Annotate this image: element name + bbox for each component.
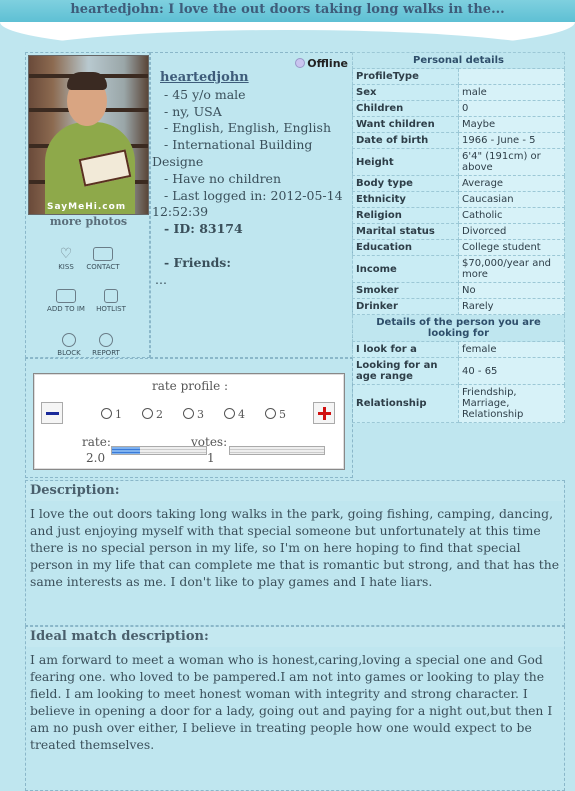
children-info: - Have no children bbox=[164, 170, 282, 186]
looking-for-key: Relationship bbox=[353, 385, 459, 423]
detail-key: Want children bbox=[353, 117, 459, 133]
detail-row bbox=[353, 101, 565, 117]
detail-key: Sex bbox=[353, 85, 459, 101]
profile-photo[interactable] bbox=[28, 55, 149, 215]
detail-key: Children bbox=[353, 101, 459, 117]
occupation: - International Building Designe bbox=[152, 137, 313, 169]
photo-panel bbox=[25, 52, 150, 358]
detail-value: Average bbox=[459, 176, 565, 192]
rate-option-4[interactable] bbox=[224, 408, 245, 421]
detail-row bbox=[353, 149, 565, 176]
rate-bar-fill bbox=[112, 447, 140, 454]
looking-for-row bbox=[353, 342, 565, 358]
rate-option-label: 3 bbox=[197, 408, 204, 421]
profile-id bbox=[152, 221, 352, 238]
profile-id-value: 83174 bbox=[199, 221, 243, 237]
detail-value bbox=[459, 69, 565, 85]
detail-key: Education bbox=[353, 240, 459, 256]
looking-for-title: Details of the person you are looking for bbox=[353, 315, 565, 342]
last-logged: - Last logged in: 2012-05-14 12:52:39 bbox=[152, 187, 343, 220]
detail-row bbox=[353, 224, 565, 240]
chat-icon bbox=[56, 289, 76, 303]
votes-bar bbox=[229, 446, 325, 455]
rate-value: 2.0 bbox=[86, 451, 106, 465]
ideal-match-title: Ideal match description: bbox=[26, 627, 564, 647]
rate-option-label: 5 bbox=[279, 408, 286, 421]
rate-option-3[interactable] bbox=[183, 408, 204, 421]
detail-value: 6'4" (191cm) or above bbox=[459, 149, 565, 176]
detail-key: Income bbox=[353, 256, 459, 283]
report-icon bbox=[99, 333, 113, 347]
profile-info-panel bbox=[150, 52, 353, 358]
looking-for-value: female bbox=[459, 342, 565, 358]
rate-increase-button[interactable] bbox=[313, 402, 335, 424]
rate-option-2[interactable] bbox=[142, 408, 163, 421]
description-section bbox=[25, 480, 565, 626]
looking-for-row bbox=[353, 385, 565, 423]
detail-key: Body type bbox=[353, 176, 459, 192]
languages: - English, English, English bbox=[164, 120, 332, 136]
description-title: Description: bbox=[26, 481, 564, 501]
friends-more[interactable]: ... bbox=[155, 271, 167, 287]
detail-key: Ethnicity bbox=[353, 192, 459, 208]
detail-row bbox=[353, 256, 565, 283]
detail-value: male bbox=[459, 85, 565, 101]
detail-value: Catholic bbox=[459, 208, 565, 224]
kiss-label: KISS bbox=[58, 263, 74, 271]
looking-for-value: 40 - 65 bbox=[459, 358, 565, 385]
description-text: I love the out doors taking long walks in the park, going fishing, camping, dancing, and just enjoying myself with that special someone but unfortunately at this time there is no special person in my life, so I'm on here hoping to find that special person in my life that can complete me that is romantic but strong, and that has the same interests as me. I don't like to play games and I hate liars. bbox=[30, 506, 560, 589]
location: - ny, USA bbox=[164, 103, 222, 119]
detail-value: $70,000/year and more bbox=[459, 256, 565, 283]
rate-option-1[interactable] bbox=[101, 408, 122, 421]
detail-value: Caucasian bbox=[459, 192, 565, 208]
detail-row bbox=[353, 240, 565, 256]
detail-row bbox=[353, 85, 565, 101]
rate-profile-box bbox=[33, 373, 345, 470]
detail-value: 0 bbox=[459, 101, 565, 117]
age-gender: - 45 y/o male bbox=[164, 86, 246, 102]
detail-row bbox=[353, 283, 565, 299]
contact-button[interactable] bbox=[78, 247, 128, 271]
add-to-im-label: ADD TO IM bbox=[47, 305, 85, 313]
detail-row bbox=[353, 176, 565, 192]
detail-key: Marital status bbox=[353, 224, 459, 240]
looking-for-row bbox=[353, 358, 565, 385]
rate-option-label: 4 bbox=[238, 408, 245, 421]
status-text: Offline bbox=[307, 57, 348, 70]
detail-row bbox=[353, 133, 565, 149]
rate-option-5[interactable] bbox=[265, 408, 286, 421]
detail-key: Religion bbox=[353, 208, 459, 224]
detail-value: College student bbox=[459, 240, 565, 256]
block-label: BLOCK bbox=[57, 349, 81, 357]
detail-value: 1966 - June - 5 bbox=[459, 133, 565, 149]
page-title: heartedjohn: I love the out doors taking long walks in the... bbox=[70, 2, 505, 17]
votes-value: 1 bbox=[207, 451, 215, 465]
status-dot-icon bbox=[295, 58, 305, 68]
detail-key: Smoker bbox=[353, 283, 459, 299]
detail-key: ProfileType bbox=[353, 69, 459, 85]
detail-key: Date of birth bbox=[353, 133, 459, 149]
detail-row bbox=[353, 117, 565, 133]
detail-value: Maybe bbox=[459, 117, 565, 133]
rate-option-label: 1 bbox=[115, 408, 122, 421]
looking-for-value: Friendship, Marriage, Relationship bbox=[459, 385, 565, 423]
spacer bbox=[152, 238, 352, 255]
detail-row bbox=[353, 192, 565, 208]
profile-id-label: - ID: bbox=[164, 221, 195, 237]
detail-key: Drinker bbox=[353, 299, 459, 315]
rating-panel bbox=[25, 358, 353, 478]
page-title-bar bbox=[0, 0, 575, 22]
detail-row bbox=[353, 69, 565, 85]
personal-details-table bbox=[352, 52, 565, 423]
report-button[interactable] bbox=[81, 333, 131, 357]
envelope-icon bbox=[93, 247, 113, 261]
block-icon bbox=[62, 333, 76, 347]
detail-row bbox=[353, 299, 565, 315]
detail-value: Rarely bbox=[459, 299, 565, 315]
hotlist-label: HOTLIST bbox=[96, 305, 126, 313]
rate-decrease-button[interactable] bbox=[41, 402, 63, 424]
rate-option-label: 2 bbox=[156, 408, 163, 421]
checkbox-icon bbox=[104, 289, 118, 303]
add-to-im-button[interactable] bbox=[41, 289, 91, 313]
personal-details-title: Personal details bbox=[353, 53, 565, 69]
username-link[interactable]: heartedjohn bbox=[160, 70, 249, 85]
friends-label: - Friends: bbox=[164, 254, 231, 270]
rate-profile-title: rate profile : bbox=[151, 379, 229, 393]
ideal-match-section bbox=[25, 626, 565, 791]
looking-for-key: Looking for an age range bbox=[353, 358, 459, 385]
detail-value: Divorced bbox=[459, 224, 565, 240]
detail-row bbox=[353, 208, 565, 224]
looking-for-key: I look for a bbox=[353, 342, 459, 358]
votes-label: votes: bbox=[191, 435, 228, 449]
photo-watermark: SayMeHi.com bbox=[47, 202, 127, 212]
more-photos-link[interactable]: more photos bbox=[49, 215, 128, 228]
detail-value: No bbox=[459, 283, 565, 299]
personal-details-panel bbox=[352, 52, 565, 423]
photo-person-hair bbox=[67, 72, 107, 90]
profile-info-lines bbox=[152, 70, 352, 289]
heart-icon: ♡ bbox=[59, 246, 73, 262]
ideal-match-text: I am forward to meet a woman who is honest,caring,loving a special one and God fearing one. who loved to be pampered.I am not into games or looking to play the field. I am looking to meet honest woman with integrity and strong character. I believe in opening a door for a lady, going out and paying for a night out,but then I am no push over either, I believe in treating people how one would expect to be treated themselves. bbox=[30, 652, 553, 752]
contact-label: CONTACT bbox=[86, 263, 120, 271]
report-label: REPORT bbox=[92, 349, 120, 357]
rate-label: rate: bbox=[82, 435, 111, 449]
detail-key: Height bbox=[353, 149, 459, 176]
hotlist-button[interactable] bbox=[86, 289, 136, 313]
